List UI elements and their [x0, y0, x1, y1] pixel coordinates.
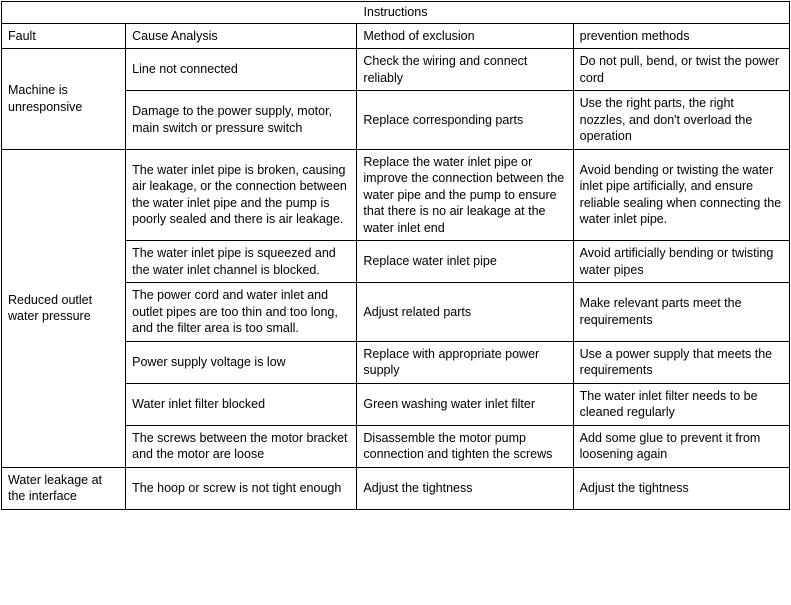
- document-title: Instructions: [2, 2, 790, 24]
- prevention-cell: Make relevant parts meet the requirements: [573, 283, 789, 342]
- method-cell: Adjust related parts: [357, 283, 573, 342]
- cause-cell: The power cord and water inlet and outlet pipes are too thin and too long, and the filter area is too small.: [126, 283, 357, 342]
- prevention-cell: Use a power supply that meets the requirements: [573, 341, 789, 383]
- prevention-cell: Add some glue to prevent it from loosening again: [573, 425, 789, 467]
- method-cell: Replace corresponding parts: [357, 91, 573, 150]
- fault-label-reduced-outlet-water-pressure: Reduced outlet water pressure: [2, 149, 126, 467]
- cause-cell: Water inlet filter blocked: [126, 383, 357, 425]
- fault-label-water-leakage-interface: Water leakage at the interface: [2, 467, 126, 509]
- cause-cell: The water inlet pipe is squeezed and the water inlet channel is blocked.: [126, 241, 357, 283]
- prevention-cell: Use the right parts, the right nozzles, and don't overload the operation: [573, 91, 789, 150]
- cause-cell: Line not connected: [126, 49, 357, 91]
- prevention-cell: Avoid artificially bending or twisting water pipes: [573, 241, 789, 283]
- method-cell: Adjust the tightness: [357, 467, 573, 509]
- method-cell: Check the wiring and connect reliably: [357, 49, 573, 91]
- instructions-table: [1, 1, 790, 510]
- column-header-prevention: prevention methods: [573, 23, 789, 49]
- prevention-cell: The water inlet filter needs to be cleaned regularly: [573, 383, 789, 425]
- table-row: [2, 467, 790, 509]
- table-header-row: [2, 23, 790, 49]
- method-cell: Replace with appropriate power supply: [357, 341, 573, 383]
- column-header-fault: Fault: [2, 23, 126, 49]
- column-header-method: Method of exclusion: [357, 23, 573, 49]
- prevention-cell: Do not pull, bend, or twist the power cord: [573, 49, 789, 91]
- table-row: [2, 149, 790, 241]
- fault-label-machine-unresponsive: Machine is unresponsive: [2, 49, 126, 150]
- title-row: [2, 2, 790, 24]
- method-cell: Green washing water inlet filter: [357, 383, 573, 425]
- method-cell: Replace the water inlet pipe or improve the connection between the water pipe and the pump to ensure that there is no air leakage at the water inlet end: [357, 149, 573, 241]
- column-header-cause: Cause Analysis: [126, 23, 357, 49]
- cause-cell: Power supply voltage is low: [126, 341, 357, 383]
- cause-cell: The water inlet pipe is broken, causing air leakage, or the connection between the water inlet pipe and the pump is poorly sealed and there is air leakage.: [126, 149, 357, 241]
- method-cell: Replace water inlet pipe: [357, 241, 573, 283]
- document-page: [0, 1, 791, 605]
- table-row: [2, 49, 790, 91]
- cause-cell: Damage to the power supply, motor, main switch or pressure switch: [126, 91, 357, 150]
- cause-cell: The screws between the motor bracket and the motor are loose: [126, 425, 357, 467]
- prevention-cell: Avoid bending or twisting the water inlet pipe artificially, and ensure reliable sealing when connecting the water inlet pipe.: [573, 149, 789, 241]
- prevention-cell: Adjust the tightness: [573, 467, 789, 509]
- cause-cell: The hoop or screw is not tight enough: [126, 467, 357, 509]
- method-cell: Disassemble the motor pump connection and tighten the screws: [357, 425, 573, 467]
